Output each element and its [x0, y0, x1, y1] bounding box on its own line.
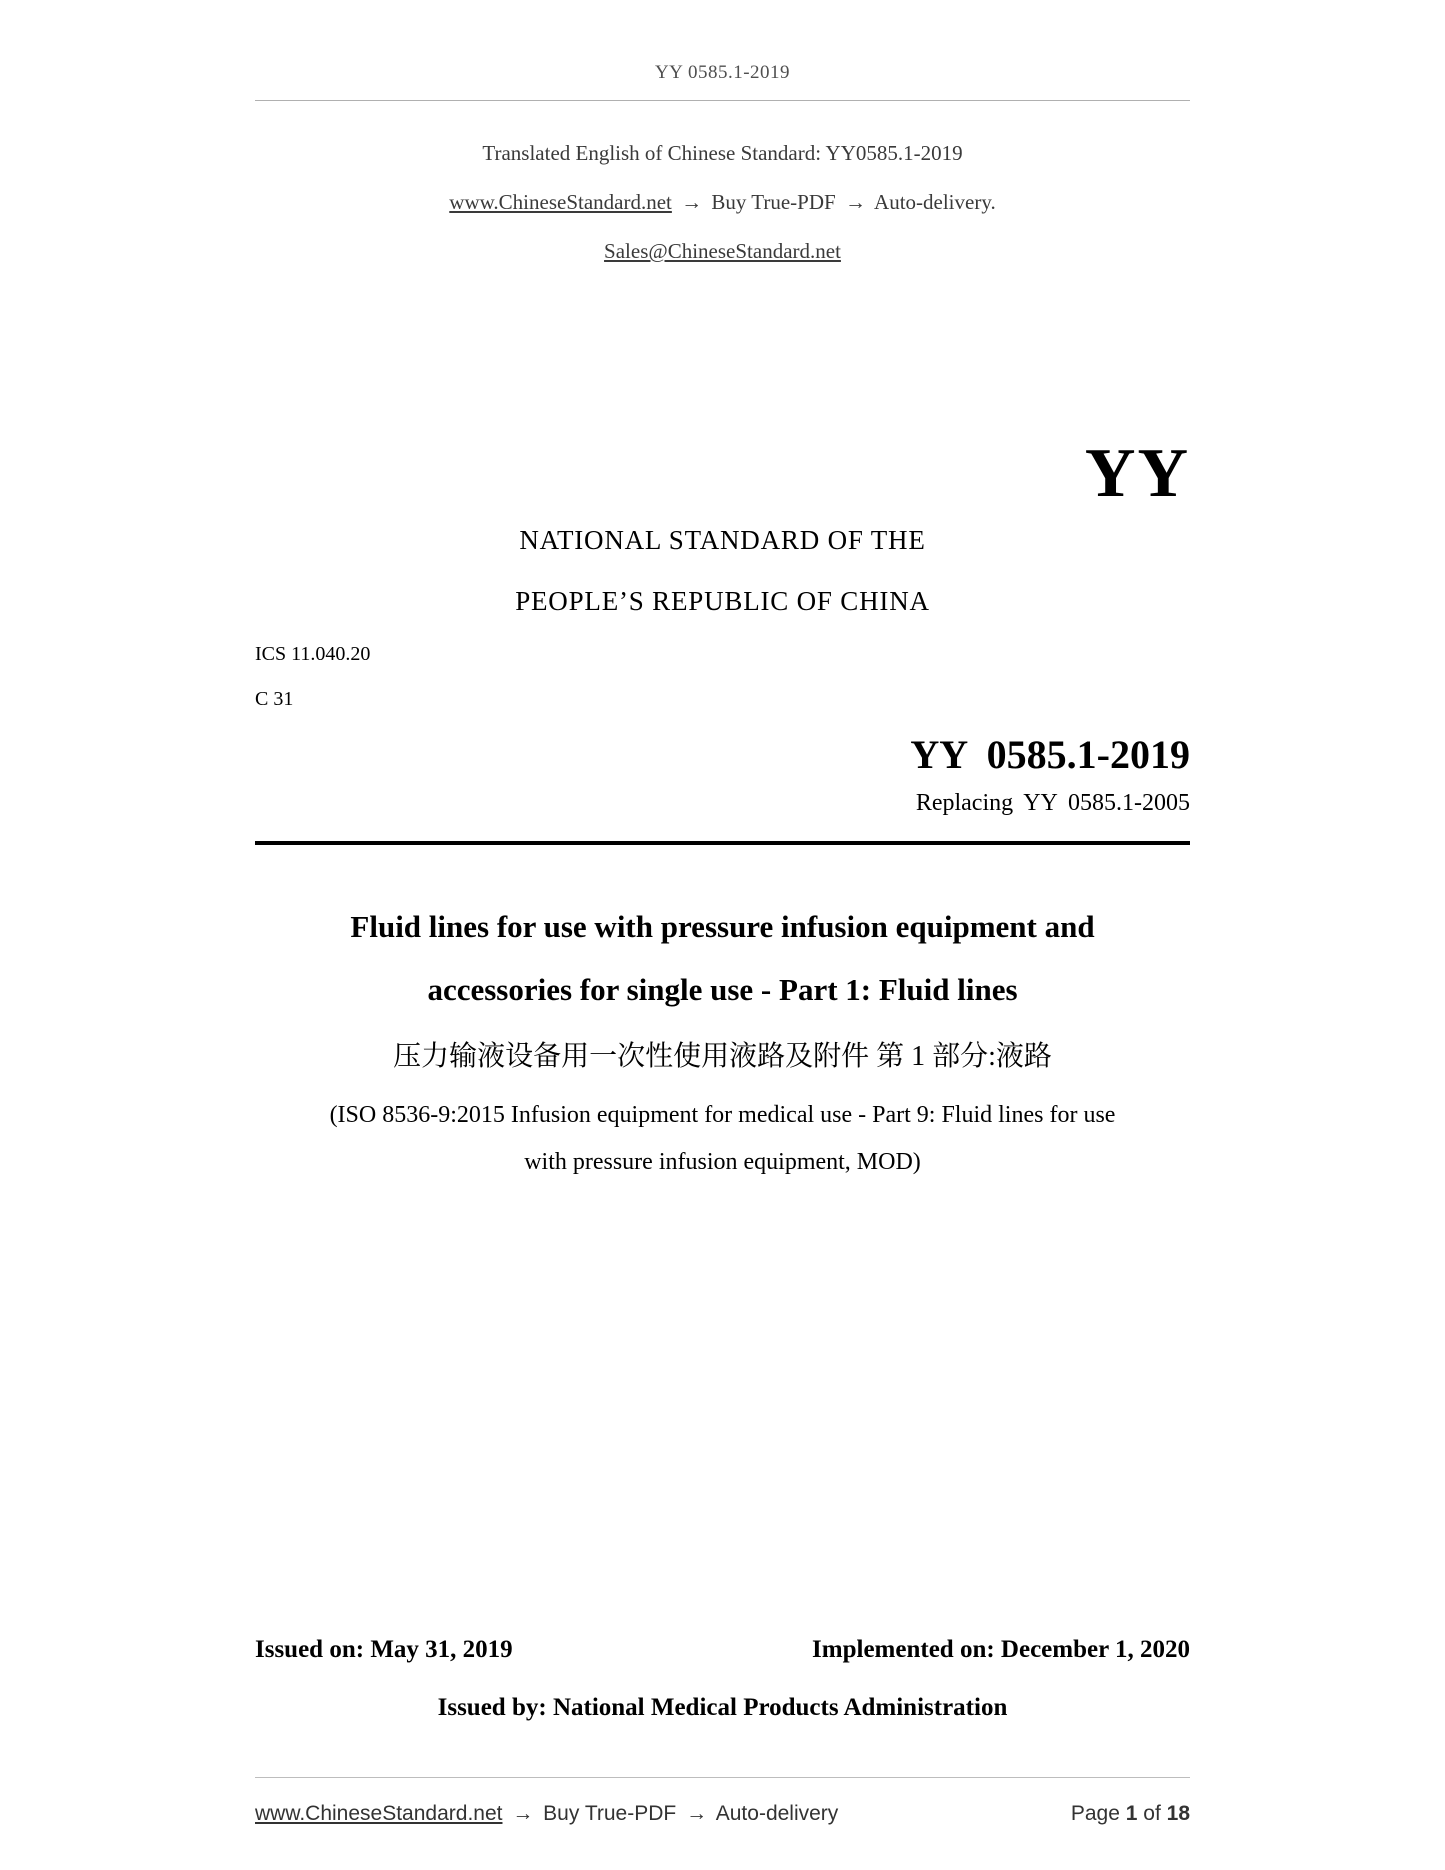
of-label: of — [1143, 1802, 1161, 1825]
title-english-line2: accessories for single use - Part 1: Fluid lines — [427, 972, 1018, 1007]
translated-line: Translated English of Chinese Standard: YY0585.1-2019 — [482, 141, 963, 165]
page-indicator — [1071, 1802, 1190, 1826]
page-total: 18 — [1166, 1802, 1190, 1825]
ics-code: ICS 11.040.20 — [255, 643, 371, 665]
national-standard-line1: NATIONAL STANDARD OF THE — [519, 525, 926, 555]
page-footer — [255, 1777, 1190, 1826]
standard-number: YY 0585.1-2019 — [910, 732, 1190, 777]
implemented-on-date: Implemented on: December 1, 2020 — [812, 1636, 1190, 1663]
running-header — [255, 0, 1190, 84]
footer-row — [255, 1802, 1190, 1826]
issued-by: Issued by: National Medical Products Administration — [437, 1694, 1008, 1721]
footer-rule — [255, 1777, 1190, 1778]
buy-true-pdf-text: Buy True-PDF — [711, 190, 836, 214]
arrow-icon: → — [512, 1802, 534, 1825]
email-line — [255, 239, 1190, 264]
title-chinese: 压力输液设备用一次性使用液路及附件 第 1 部分:液路 — [393, 1041, 1052, 1072]
site-link[interactable]: www.ChineseStandard.net — [449, 190, 672, 214]
dates-row — [255, 1636, 1190, 1664]
header-rule — [255, 100, 1190, 101]
buy-line — [255, 190, 1190, 215]
page-label: Page — [1070, 1802, 1120, 1825]
arrow-icon: → — [686, 1802, 708, 1825]
replacing-note: Replacing YY 0585.1-2005 — [915, 790, 1190, 816]
title-english-line1: Fluid lines for use with pressure infusion equipment and — [350, 909, 1095, 944]
arrow-icon: → — [844, 190, 866, 214]
yy-logo: YY — [1084, 435, 1190, 512]
iso-reference-line1: (ISO 8536-9:2015 Infusion equipment for medical use - Part 9: Fluid lines for use — [329, 1102, 1116, 1128]
national-standard-line2: PEOPLE’S REPUBLIC OF CHINA — [515, 586, 930, 616]
ics-block — [255, 643, 1190, 711]
iso-reference-line2: with pressure infusion equipment, MOD) — [524, 1149, 921, 1175]
running-header-doc-number: YY 0585.1-2019 — [654, 62, 791, 83]
issued-on-date: Issued on: May 31, 2019 — [255, 1636, 513, 1663]
content-column — [255, 0, 1190, 1722]
footer-site-link[interactable]: www.ChineseStandard.net — [255, 1802, 503, 1825]
page-current: 1 — [1125, 1802, 1138, 1825]
email-link[interactable]: Sales@ChineseStandard.net — [604, 239, 841, 263]
arrow-icon: → — [681, 190, 703, 214]
footer-delivery-text: Auto-delivery — [715, 1802, 839, 1825]
national-standard-heading — [255, 525, 1190, 617]
intro-block — [255, 141, 1190, 264]
footer-left — [255, 1802, 838, 1826]
masthead-rule — [255, 841, 1190, 845]
title-block — [255, 909, 1190, 1176]
auto-delivery-text: Auto-delivery. — [874, 190, 996, 214]
footer-buy-text: Buy True-PDF — [543, 1802, 677, 1825]
class-code: C 31 — [255, 688, 294, 710]
